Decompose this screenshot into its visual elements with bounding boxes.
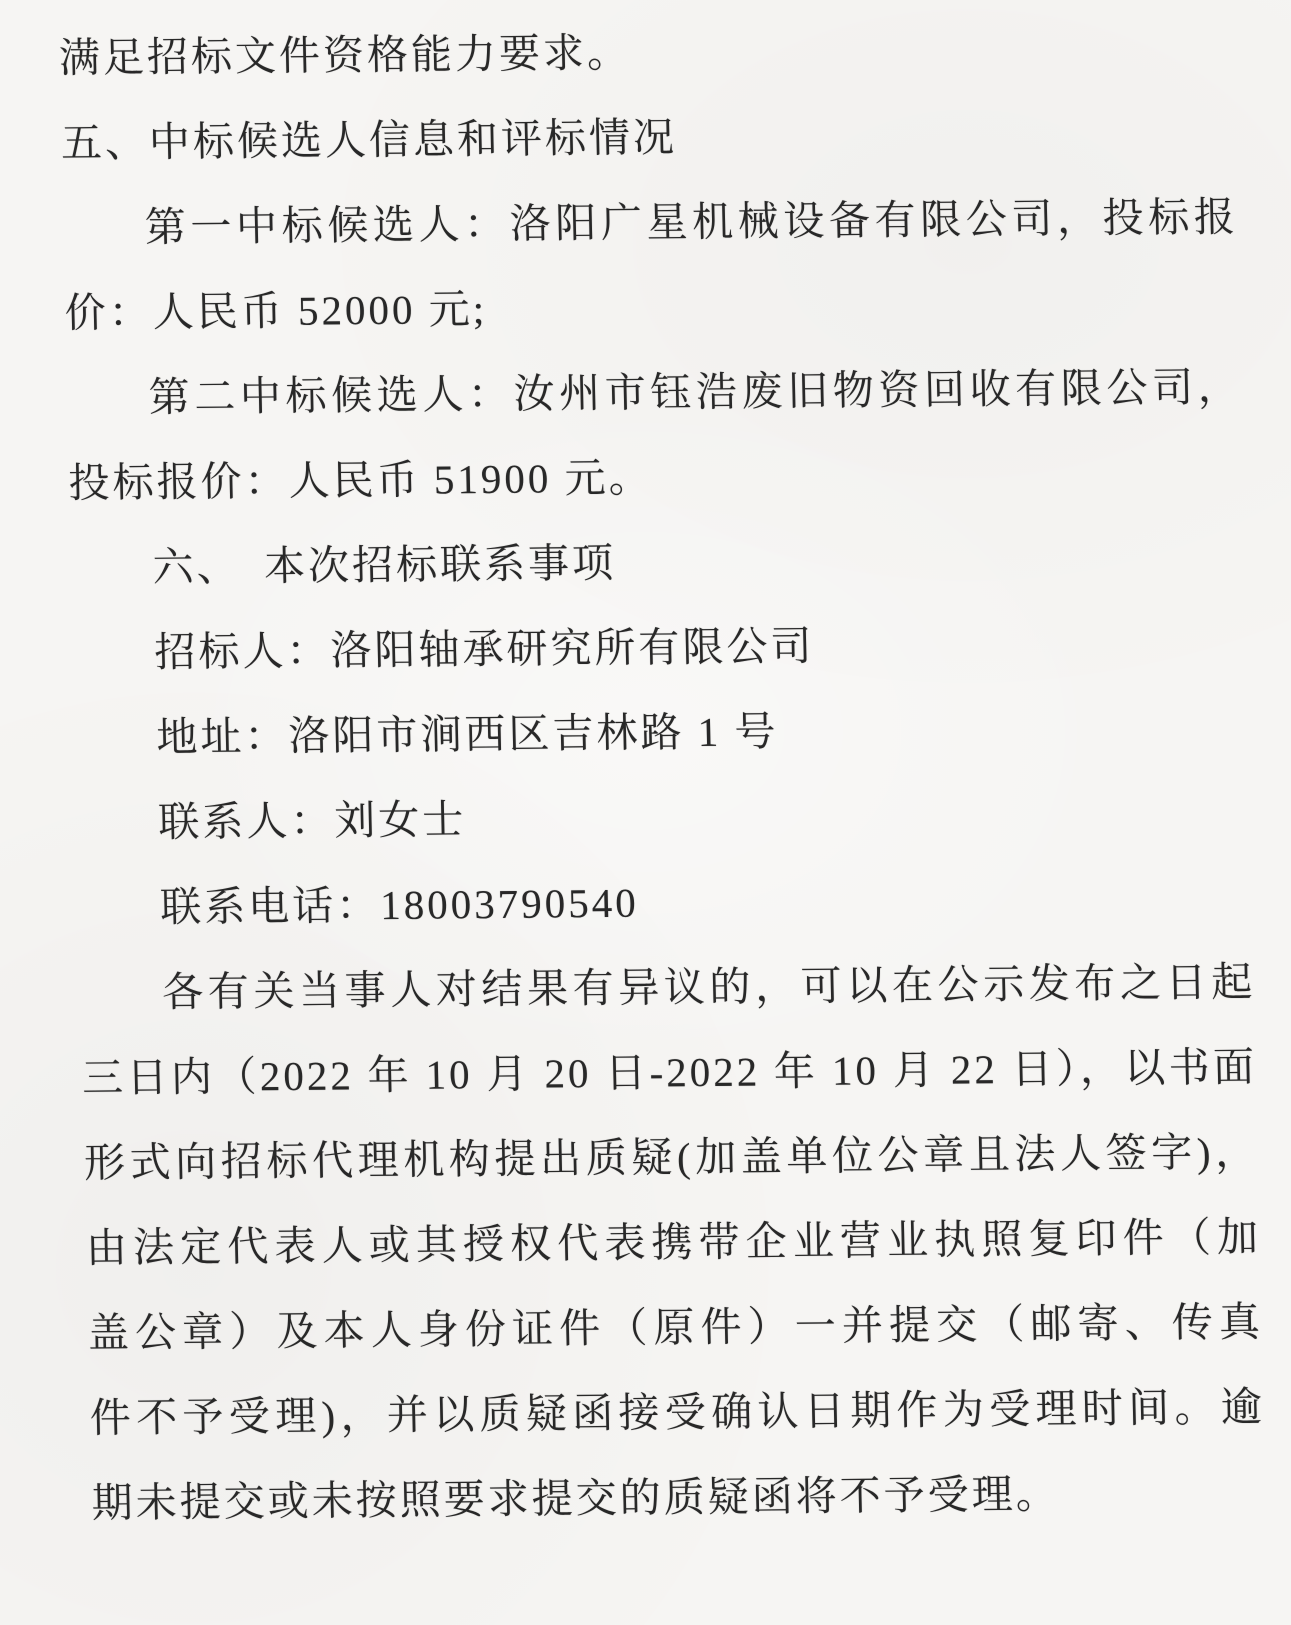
- line-objection-1: 各有关当事人对结果有异议的，可以在公示发布之日起: [161, 958, 1256, 1016]
- line-tenderee: 招标人：洛阳轴承研究所有限公司: [153, 622, 815, 676]
- line-address: 地址：洛阳市涧西区吉林路 1 号: [155, 708, 779, 761]
- line-qualification-requirement: 满足招标文件资格能力要求。: [58, 29, 632, 81]
- line-first-candidate-part2: 价：人民币 52000 元;: [64, 285, 488, 336]
- line-second-candidate-part2: 投标报价：人民币 51900 元。: [68, 454, 654, 506]
- line-second-candidate-part1: 第二中标候选人：汝州市钰浩废旧物资回收有限公司，: [148, 363, 1243, 421]
- line-objection-3: 形式向招标代理机构提出质疑(加盖单位公章且法人签字)，: [83, 1128, 1260, 1186]
- line-objection-5: 盖公章）及本人身份证件（原件）一并提交（邮寄、传真: [87, 1298, 1264, 1356]
- line-objection-6: 件不予受理)，并以质疑函接受确认日期作为受理时间。逾: [89, 1383, 1266, 1441]
- scanned-document-page: [58, 5, 1268, 1546]
- heading-section-5: 五、中标候选人信息和评标情况: [60, 114, 678, 166]
- line-objection-7: 期未提交或未按照要求提交的质疑函将不予受理。: [91, 1470, 1061, 1526]
- line-objection-4: 由法定代表人或其授权代表携带企业营业执照复印件（加: [85, 1213, 1262, 1271]
- line-contact-person: 联系人：刘女士: [157, 796, 467, 846]
- heading-section-6: 六、 本次招标联系事项: [152, 539, 617, 591]
- line-objection-2: 三日内（2022 年 10 月 20 日-2022 年 10 月 22 日），以书面: [81, 1043, 1258, 1101]
- line-first-candidate-part1: 第一中标候选人：洛阳广星机械设备有限公司，投标报: [144, 193, 1239, 251]
- line-contact-phone: 联系电话：18003790540: [159, 879, 640, 931]
